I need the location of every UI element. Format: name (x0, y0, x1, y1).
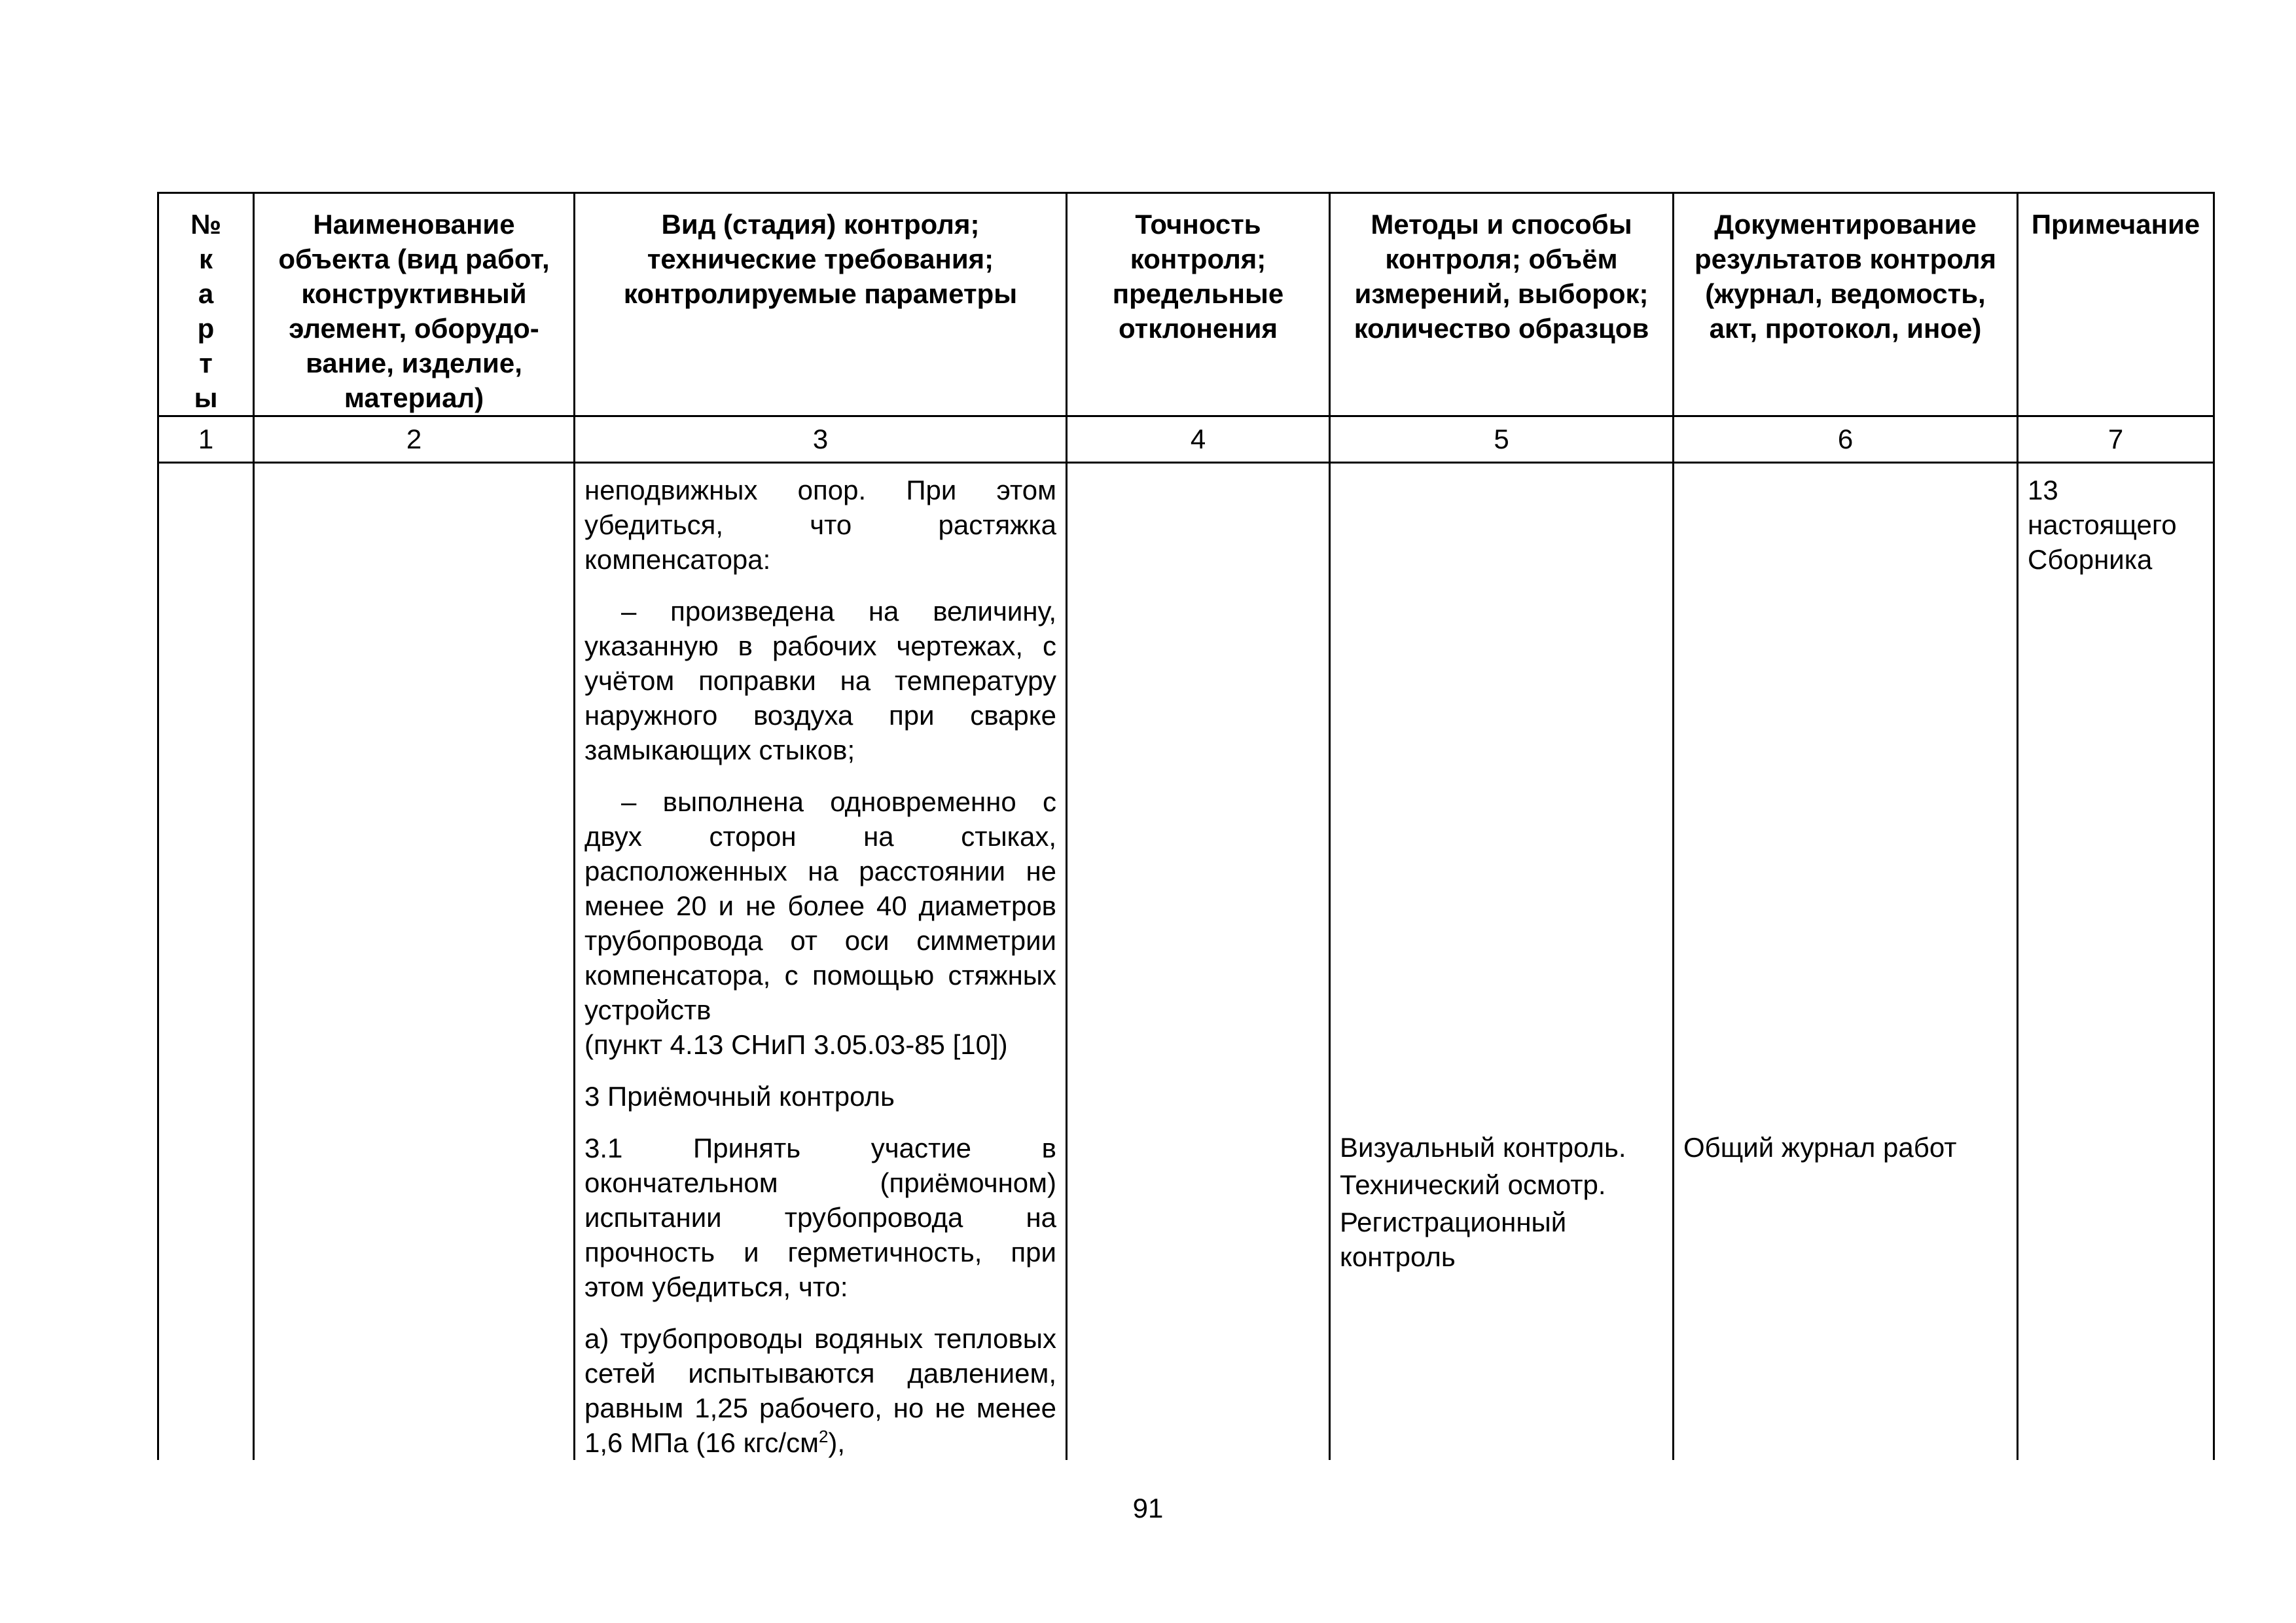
section-heading: 3 Приёмочный контроль (584, 1081, 895, 1112)
requirement-item: – произведена на величину, указанную в рабочих чертежах, с учётом поправки на температуру наружного воздуха при сварке замыкающих стыков; (584, 596, 1056, 765)
column-number: 7 (2018, 416, 2214, 463)
requirement-text-end: ), (828, 1427, 846, 1458)
header-text: Примечание (2031, 209, 2200, 240)
note-cell (2018, 463, 2214, 1461)
requirement-item: – выполнена одновременно с двух сторон на стыках, расположенных на расстоянии не менее 20 и не более 40 диаметров трубопровода от оси симметрии компенсатора, с помощью стяжных устройств (584, 786, 1056, 1025)
header-text: Документирование результатов контроля (журнал, ведомость, акт, протокол, иное) (1694, 209, 1997, 344)
header-note (2018, 193, 2214, 416)
column-number: 3 (575, 416, 1067, 463)
header-text: № к а р т ы (190, 209, 221, 413)
card-number-cell (158, 463, 254, 1461)
documentation-text: Общий журнал работ (1683, 1132, 1957, 1163)
normative-reference: (пункт 4.13 СНиП 3.05.03-85 [10]) (584, 1029, 1008, 1060)
column-number: 2 (254, 416, 575, 463)
requirement-text (584, 1321, 1056, 1460)
method-line: Регистрационный контроль (1340, 1207, 1567, 1272)
column-number: 5 (1330, 416, 1674, 463)
header-text: Наименование объекта (вид работ, конструктивный элемент, оборудо- вание, изделие, материал) (278, 209, 550, 413)
column-number: 1 (158, 416, 254, 463)
header-text: Точность контроля; предельные отклонения (1112, 209, 1284, 344)
accuracy-cell (1067, 463, 1330, 1461)
documentation-cell (1674, 463, 2018, 1461)
control-table (157, 192, 2215, 1460)
page-number: 91 (1132, 1493, 1164, 1523)
requirement-text: неподвижных опор. При этом убедиться, что растяжка компенсатора: (584, 475, 1056, 575)
column-number: 4 (1067, 416, 1330, 463)
method-line: Технический осмотр. (1340, 1169, 1606, 1200)
header-card-number (158, 193, 254, 416)
header-accuracy (1067, 193, 1330, 416)
method-line: Визуальный контроль. (1340, 1132, 1626, 1163)
header-text: Вид (стадия) контроля; технические требования; контролируемые параметры (623, 209, 1018, 309)
object-name-cell (254, 463, 575, 1461)
header-control-type (575, 193, 1067, 416)
column-number-row (158, 416, 2214, 463)
requirement-text: 3.1 Принять участие в окончательном (приёмочном) испытании трубопровода на прочность и герметичность, при этом убедиться, что: (584, 1133, 1056, 1302)
header-text: Методы и способы контроля; объём измерений, выборок; количество образцов (1354, 209, 1649, 344)
header-row (158, 193, 2214, 416)
header-documentation (1674, 193, 2018, 416)
note-text: 13 настоящего Сборника (2028, 475, 2177, 575)
requirements-cell (575, 463, 1067, 1461)
methods-cell (1330, 463, 1674, 1461)
header-object-name (254, 193, 575, 416)
table-row (158, 463, 2214, 1461)
requirement-text-main: а) трубопроводы водяных тепловых сетей испытываются давлением, равным 1,25 рабочего, но не менее 1,6 МПа (16 кгс/см (584, 1323, 1056, 1458)
column-number: 6 (1674, 416, 2018, 463)
superscript: 2 (818, 1427, 829, 1446)
header-methods (1330, 193, 1674, 416)
